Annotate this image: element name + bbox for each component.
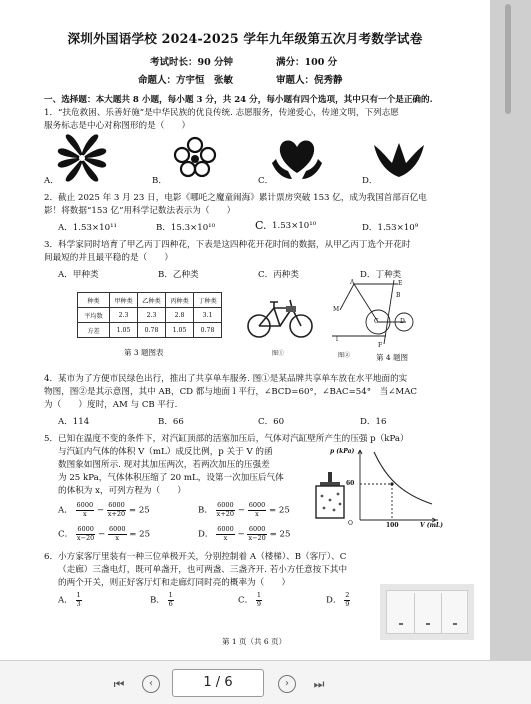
q4-option-a: A．114: [58, 417, 90, 427]
table-cell: 0.78: [138, 323, 166, 338]
q6-line1: 6．小方家客厅里装有一种三位单极开关，分别控制着 A（楼梯）、B（客厅）、C: [44, 552, 347, 562]
q1-option-a: A．: [44, 176, 59, 186]
q5-option-b: B． $\frac{6000}{x+20}$ − $\frac{6000}{x}$ = 25: [198, 501, 290, 518]
q6-option-b: B． $\frac{1}{6}$: [150, 591, 173, 608]
pv-graph: [352, 446, 442, 530]
q4-option-d: D．16: [360, 417, 387, 427]
table-cell: 1.05: [110, 323, 138, 338]
q2-option-c: 1.53×10¹⁰: [272, 221, 317, 231]
q5-line3: 数图象如图所示. 现对其加压两次，若两次加压的压强差: [58, 460, 270, 470]
q6-option-a: A． $\frac{1}{3}$: [58, 591, 81, 608]
q6-line2: （走廊）三盏电灯，既可单盏开，也可两盏、三盏齐开. 若小方任意按下其中: [58, 565, 348, 575]
q4-option-c: C．60: [258, 417, 285, 427]
exam-time: 考试时长：90 分钟: [150, 57, 234, 68]
q1-logo-d-icon: [370, 133, 428, 183]
graph-xtick: 100: [386, 522, 399, 529]
exam-score: 满分：100 分: [276, 57, 338, 68]
q6-line3: 的两个开关，则正好客厅灯和走廊灯同时亮的概率为（ ）: [58, 578, 291, 588]
switch-plate-icon: [386, 590, 468, 634]
pager-toolbar: [0, 660, 531, 704]
q3-line2: 间最短的并且最平稳的是（ ）: [44, 253, 173, 263]
pt-a: A: [350, 279, 355, 286]
table-cell: 0.78: [194, 323, 222, 338]
last-page-button[interactable]: ⏭: [313, 677, 325, 691]
q1-logo-a-icon: [52, 133, 112, 183]
q1-option-c: C．: [258, 176, 274, 186]
next-page-button[interactable]: ›: [278, 675, 296, 693]
pt-e: E: [398, 280, 403, 287]
q3-option-c: C．丙种类: [258, 270, 299, 280]
table-row: [78, 308, 222, 323]
q4-line3: 为（ ）度时，AM 与 CB 平行.: [44, 400, 178, 410]
q3-option-a: A．甲种类: [58, 270, 99, 280]
table-header: 甲种类: [110, 293, 138, 308]
page-number-field[interactable]: 1 / 6: [172, 669, 264, 697]
pt-d: D: [400, 318, 405, 325]
table-header: 丁种类: [194, 293, 222, 308]
switch-photo: [380, 584, 474, 640]
q2-option-a: A．1.53×10¹¹: [58, 223, 117, 233]
gas-cylinder-icon: [310, 470, 355, 522]
bicycle-photo-icon: [246, 296, 316, 344]
exam-setter: 命题人：方宇恒 张敏: [138, 75, 234, 86]
q4-line2: 物图，图②是其示意图，其中 AB，CD 都与地面 l 平行，∠BCD=60°，∠BAC=54° 当∠MAC: [44, 387, 417, 397]
q2-line2: 影！将数据“153 亿”用科学记数法表示为（ ）: [44, 206, 236, 216]
q4-line1: 4．某市为了方便市民绿色出行，推出了共享单车服务. 图①是某品牌共享单车放在水平地面的实: [44, 374, 408, 384]
pt-c: C: [374, 318, 379, 325]
page-footer: 第 1 页（共 6 页）: [222, 637, 287, 646]
q1-logo-b-icon: [166, 133, 224, 183]
table-header: 丙种类: [166, 293, 194, 308]
table-cell: 方差: [78, 323, 110, 338]
q5-line1: 5．已知在温度不变的条件下，对汽缸顶部的活塞加压后，气体对汽缸壁所产生的压强 p（kPa）: [44, 434, 409, 444]
q1-option-b: B．: [152, 176, 167, 186]
q5-option-a: A． $\frac{6000}{x}$ − $\frac{6000}{x+20}$ = 25: [58, 501, 150, 518]
q5-line5: 的体积为 x，可列方程为（ ）: [58, 486, 186, 496]
table-header: 种类: [78, 293, 110, 308]
q3-data-table: [77, 292, 222, 338]
pt-b: B: [396, 292, 401, 299]
table-cell: 平均数: [78, 308, 110, 323]
table-cell: 2.3: [110, 308, 138, 323]
q3-option-b: B．乙种类: [158, 270, 199, 280]
exam-reviewer: 审题人：倪秀静: [276, 75, 343, 86]
first-page-button[interactable]: ⏮: [113, 677, 125, 691]
q1-logo-c-icon: [268, 133, 326, 183]
q3-line1: 3．科学家同时培育了甲乙丙丁四种花，下表是这四种花开花时间的数据，从甲乙丙丁选个开花时: [44, 240, 411, 250]
scrollbar-thumb[interactable]: [505, 4, 511, 114]
bicycle-diagram: [326, 278, 426, 350]
pt-l: l: [336, 336, 338, 343]
graph-origin: O: [348, 520, 353, 527]
table-row: [78, 323, 222, 338]
pt-f: F: [378, 342, 383, 349]
table-cell: 3.1: [194, 308, 222, 323]
q1-line2: 服务标志是中心对称图形的是（ ）: [44, 121, 191, 131]
q1-option-d: D．: [362, 176, 378, 186]
q4-option-b: B．66: [158, 417, 184, 427]
graph-xlabel: V (mL): [420, 522, 443, 529]
q3-option-d: D．丁种类: [360, 270, 402, 280]
fig1-label: 图①: [272, 350, 285, 357]
q2-option-b: B．15.3×10¹⁰: [156, 223, 216, 233]
q2-line1: 2．截止 2025 年 3 月 23 日，电影《哪吒之魔童闹海》累计票房突破 153 亿，成为我国首部百亿电: [44, 193, 427, 203]
pt-m: M: [333, 306, 340, 313]
q5-line4: 为 25 kPa，气体体积压缩了 20 mL，设第一次加压后气体: [58, 473, 284, 483]
q6-option-d: D． $\frac{2}{9}$: [326, 591, 350, 608]
q1-line1: 1．“扶危救困、乐善好施”是中华民族的优良传统. 志愿服务，传递爱心，传递文明，下列志愿: [44, 108, 399, 118]
section1-header: 一、选择题：本大题共 8 小题，每小题 3 分，共 24 分，每小题有四个选项，其中只有一个是正确的.: [44, 95, 433, 105]
table-cell: 2.8: [166, 308, 194, 323]
q5-option-d: D． $\frac{6000}{x}$ − $\frac{6000}{x-20}$ = 25: [198, 525, 291, 542]
prev-page-button[interactable]: ‹: [142, 675, 160, 693]
q5-option-c: C． $\frac{6000}{x-20}$ − $\frac{6000}{x}$ = 25: [58, 525, 151, 542]
table-header: 乙种类: [138, 293, 166, 308]
q5-line2: 与汽缸内气体的体积 V（mL）成反比例，p 关于 V 的函: [58, 447, 273, 457]
q4-figure-caption: 第 4 题图: [376, 353, 409, 362]
exam-title: 深圳外国语学校 2024-2025 学年九年级第五次月考数学试卷: [67, 31, 423, 46]
fig2-label: 图②: [338, 352, 351, 359]
q2-option-c-letter: C.: [255, 219, 267, 232]
table-cell: 1.05: [166, 323, 194, 338]
table-cell: 2.3: [138, 308, 166, 323]
q3-caption: 第 3 题图表: [124, 348, 164, 357]
q2-option-d: D．1.53×10⁹: [362, 223, 419, 233]
graph-ylabel: p (kPa): [330, 448, 355, 455]
graph-ytick: 60: [346, 480, 355, 487]
q6-option-c: C． $\frac{1}{9}$: [238, 591, 262, 608]
